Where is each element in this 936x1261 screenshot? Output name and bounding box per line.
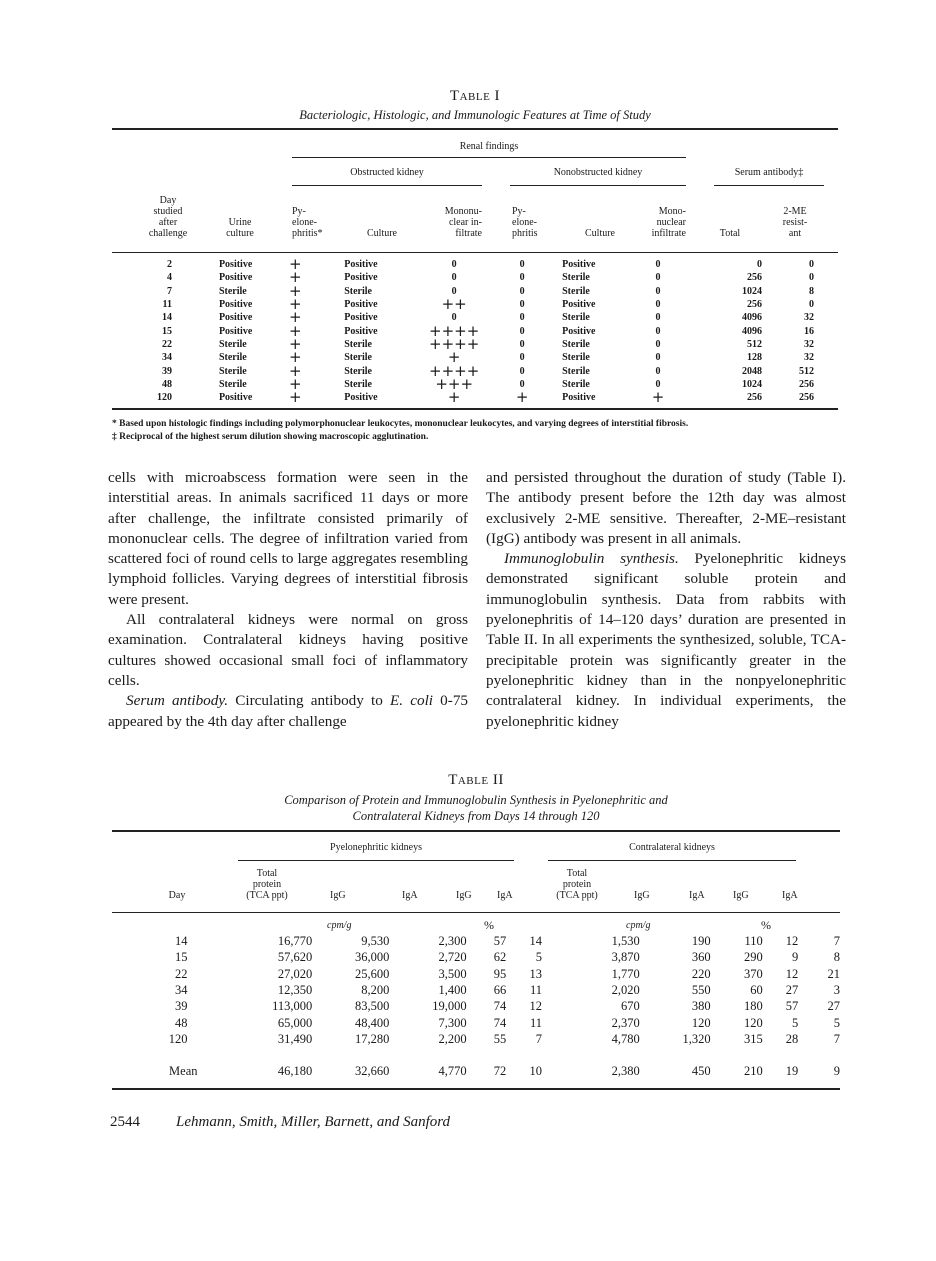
- serum-rule: [714, 185, 824, 186]
- col-header-pyelo-igg-cpm: IgG: [330, 890, 346, 901]
- table-row: 48 65,000 48,400 7,300 74 11 2,370 120 120 5 5: [175, 1015, 840, 1030]
- table-row: 11 Positive + Positive ++ 0 Positive 0 256 0: [162, 295, 814, 314]
- table-row: 34 12,350 8,200 1,400 66 11 2,020 550 60 27 3: [175, 983, 840, 998]
- paragraph: and persisted throughout the duration of study (Table I). The antibody present before the 12th day was almost exclusively 2-ME sensitive. Thereafter, 2-ME–resistant (IgG) antibody was present in all animals.: [486, 469, 846, 547]
- table1-bottom-rule: [112, 408, 838, 410]
- renal-findings-rule: [292, 157, 686, 158]
- table-row: 15 Positive + Positive ++++ 0 Positive 0 4096 16: [161, 321, 814, 340]
- table-row: 4 Positive + Positive 0 0 Sterile 0 256 0: [166, 268, 814, 287]
- col-header-obs-pyelo: Py- elone- phritis*: [292, 206, 323, 239]
- footnote-asterisk: * Based upon histologic findings including polymorphonuclear leukocytes, mononuclear leukocytes, and varying degrees of interstitial fibrosis.: [112, 419, 689, 429]
- unit-pct-contra: %: [761, 918, 771, 932]
- col-header-obs-mono: Mononu- clear in- filtrate: [444, 206, 482, 239]
- table2-top-rule: [112, 830, 840, 832]
- paragraph-immunoglobulin: Immunoglobulin synthesis. Pyelonephritic kidneys demonstrated significant soluble protein and immunoglobulin synthesis. Data from rabbits with pyelonephritis of 14–120 days’ duration are presented in Table II. In all experiments the synthesized, soluble, TCA-precipitable protein was significantly greater in the pyelonephritic kidney than in the nonpyelonephritic contralateral kidney. In individual experiments, the pyelonephritic kidney: [486, 550, 846, 730]
- obstructed-kidney-header: Obstructed kidney: [350, 167, 424, 178]
- col-header-day: Day studied after challenge: [148, 195, 188, 239]
- table-row: 15 57,620 36,000 2,720 62 5 3,870 360 290 9 8: [175, 950, 840, 965]
- page-number: 2544: [110, 1114, 140, 1130]
- col-header-nonobs-pyelo: Py- elone- phritis: [512, 206, 538, 239]
- col-header-contra-iga-cpm: IgA: [689, 890, 705, 901]
- col-header-nonobs-culture: Culture: [585, 228, 615, 239]
- unit-cpm-pyelo: cpm/g: [327, 920, 352, 931]
- table2-caption-line1: Comparison of Protein and Immunoglobulin Synthesis in Pyelonephritic and: [284, 793, 668, 807]
- contralateral-kidneys-header: Contralateral kidneys: [629, 842, 715, 853]
- table-row: 39 113,000 83,500 19,000 74 12 670 380 180 57 27: [175, 999, 840, 1014]
- table1-caption: Bacteriologic, Histologic, and Immunologic Features at Time of Study: [299, 108, 651, 122]
- nonobstructed-kidney-header: Nonobstructed kidney: [553, 167, 643, 178]
- body-right-column: [486, 468, 846, 732]
- table-row: 14 16,770 9,530 2,300 57 14 1,530 190 110 12 7: [175, 934, 840, 949]
- table1-body: [112, 255, 838, 407]
- col-header-contra-igg-cpm: IgG: [634, 890, 650, 901]
- table1-header-rule: [112, 252, 838, 253]
- running-footer-authors: Lehmann, Smith, Miller, Barnett, and Sanford: [176, 1114, 451, 1130]
- col-header-contra-igg-pct: IgG: [733, 890, 749, 901]
- paragraph: All contralateral kidneys were normal on gross examination. Contralateral kidneys having positive cultures showed occasional small foci of inflammatory cells.: [108, 611, 468, 689]
- table2-caption-line2: Contralateral Kidneys from Days 14 through 120: [352, 809, 600, 823]
- section-heading: Immunoglobulin synthesis.: [504, 550, 679, 568]
- table-row: 39 Sterile + Sterile ++++ 0 Sterile 0 2048 512: [161, 361, 814, 380]
- table2-body: [112, 933, 840, 1079]
- footnote-double-dagger: ‡ Reciprocal of the highest serum dilution showing macroscopic agglutination.: [112, 432, 429, 442]
- unit-cpm-contra: cpm/g: [626, 920, 651, 931]
- table-row: 22 Sterile + Sterile ++++ 0 Sterile 0 512 32: [161, 334, 814, 353]
- table-row: 120 31,490 17,280 2,200 55 7 4,780 1,320 315 28 7: [168, 1031, 840, 1046]
- table1-label: Table I: [449, 88, 501, 104]
- col-header-urine: Urine culture: [226, 217, 254, 239]
- col-header-2me: 2-ME resist- ant: [782, 206, 808, 239]
- table1-top-rule: [112, 128, 838, 130]
- table2-header-rule: [112, 912, 840, 913]
- col-header-pyelo-iga-cpm: IgA: [402, 890, 418, 901]
- table-row: 48 Sterile + Sterile +++ 0 Sterile 0 1024 256: [161, 374, 814, 393]
- table-row: 34 Sterile + Sterile + 0 Sterile 0 128 32: [161, 348, 814, 367]
- col-header-pyelo-total-protein: Total protein (TCA ppt): [246, 868, 288, 901]
- paragraph: cells with microabscess formation were seen in the interstitial areas. In animals sacrificed 11 days or more after challenge, the infiltrate consisted primarily of mononuclear cells. The degree of infiltration varied from scattered foci of round cells to large aggregates resembling lymphoid follicles. Varying degrees of interstitial fibrosis were present.: [108, 469, 468, 608]
- table-row-mean: Mean 46,180 32,660 4,770 72 10 2,380 450 210 19 9: [169, 1064, 840, 1079]
- col-header-nonobs-mono: Mono- nuclear infiltrate: [651, 206, 686, 239]
- table2-label: Table II: [448, 772, 504, 788]
- col-header-total: Total: [719, 228, 741, 239]
- table-row: 22 27,020 25,600 3,500 95 13 1,770 220 370 12 21: [175, 966, 840, 981]
- unit-pct-pyelo: %: [484, 918, 494, 932]
- contralateral-rule: [548, 860, 796, 861]
- table-row: 120 Positive + Positive + + Positive + 256 256: [156, 388, 814, 407]
- section-heading: Serum antibody.: [126, 692, 229, 710]
- obstructed-rule: [292, 185, 482, 186]
- serum-antibody-header: Serum antibody‡: [734, 167, 804, 178]
- body-left-column: [108, 468, 468, 732]
- pyelonephritic-rule: [238, 860, 514, 861]
- paragraph-serum-antibody: Serum antibody. Circulating antibody to E. coli 0-75 appeared by the 4th day after challenge: [108, 692, 469, 730]
- table-row: 14 Positive + Positive 0 0 Sterile 0 4096 32: [161, 308, 814, 327]
- col-header-pyelo-iga-pct: IgA: [497, 890, 513, 901]
- col-header-contra-iga-pct: IgA: [782, 890, 798, 901]
- nonobstructed-rule: [510, 185, 686, 186]
- table-row: 7 Sterile + Sterile 0 0 Sterile 0 1024 8: [166, 281, 814, 300]
- col-header-day: Day: [168, 890, 186, 901]
- col-header-obs-culture: Culture: [367, 228, 397, 239]
- table1-footnotes: [112, 418, 842, 444]
- table2-bottom-rule: [112, 1088, 840, 1090]
- col-header-contra-total-protein: Total protein (TCA ppt): [556, 868, 598, 901]
- col-header-pyelo-igg-pct: IgG: [456, 890, 472, 901]
- table-row: 2 Positive + Positive 0 0 Positive 0 0 0: [166, 255, 814, 274]
- pyelonephritic-kidneys-header: Pyelonephritic kidneys: [330, 842, 422, 853]
- renal-findings-header: Renal findings: [459, 141, 519, 152]
